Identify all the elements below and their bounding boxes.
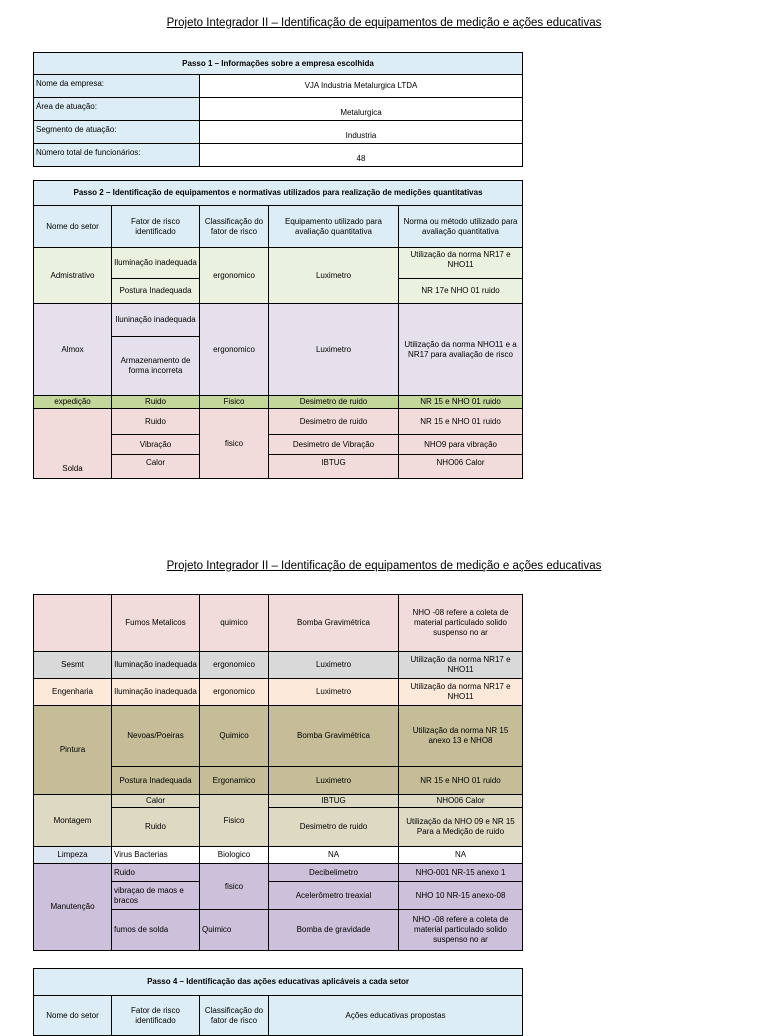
risk-cell: Fumos Metalicos — [112, 595, 200, 652]
norm-cell: NR 17e NHO 01 ruido — [399, 279, 523, 304]
norm-cell: NHO9 para vibração — [399, 435, 523, 455]
norm-cell: NHO 10 NR-15 anexo-08 — [399, 882, 523, 910]
class-cell: fisico — [200, 409, 269, 479]
risk-cell: Ruido — [112, 396, 200, 409]
segment-label: Segmento de atuação: — [34, 121, 200, 144]
sector-cell: Engenharia — [34, 679, 112, 706]
class-cell: Biologico — [200, 847, 269, 864]
col-risk-factor: Fator de risco identificado — [112, 206, 200, 248]
class-cell: Fisico — [200, 396, 269, 409]
equipment-cell: Acelerômetro treaxial — [269, 882, 399, 910]
risk-cell: Postura Inadequada — [112, 279, 200, 304]
equipment-cell: IBTUG — [269, 455, 399, 479]
company-info-table — [33, 52, 523, 167]
risk-cell: fumos de solda — [112, 910, 200, 951]
norm-cell: Utilização da norma NR 15 anexo 13 e NHO8 — [399, 706, 523, 767]
norm-cell: NHO -08 refere a coleta de material particulado solido suspenso no ar — [399, 910, 523, 951]
class-cell: Ergonamico — [200, 767, 269, 795]
table-row — [34, 304, 523, 337]
employees-label: Número total de funcionários: — [34, 144, 200, 167]
class-cell: ergonomico — [200, 248, 269, 304]
sector-cell: Admistrativo — [34, 248, 112, 304]
table-row — [34, 248, 523, 279]
sector-cell: Manutenção — [34, 864, 112, 951]
equipment-table-continued — [33, 594, 523, 951]
table-row — [34, 706, 523, 767]
equipment-cell: NA — [269, 847, 399, 864]
employees-value: 48 — [200, 144, 523, 167]
risk-cell: Ruido — [112, 808, 200, 847]
table-row — [34, 795, 523, 808]
col-actions: Ações educativas propostas — [269, 996, 523, 1036]
norm-cell: Utilização da norma NHO11 e a NR17 para avaliação de risco — [399, 304, 523, 396]
equipment-cell: Desimetro de ruido — [269, 808, 399, 847]
norm-cell: Utilização da NHO 09 e NR 15 Para a Medição de ruido — [399, 808, 523, 847]
risk-cell: Vibração — [112, 435, 200, 455]
class-cell: quimico — [200, 595, 269, 652]
risk-cell: Iluninação inadequada — [112, 304, 200, 337]
table-row — [34, 847, 523, 864]
passo1-header: Passo 1 – Informações sobre a empresa escolhida — [34, 53, 523, 75]
norm-cell: NHO -08 refere a coleta de material particulado solido suspenso no ar — [399, 595, 523, 652]
sector-cell: Pintura — [34, 706, 112, 795]
sector-cell — [34, 595, 112, 652]
risk-cell: Ruido — [112, 409, 200, 435]
norm-cell: NR 15 e NHO 01 ruido — [399, 767, 523, 795]
equipment-cell: Luximetro — [269, 652, 399, 679]
risk-cell: Armazenamento de forma incorreta — [112, 337, 200, 396]
risk-cell: Calor — [112, 795, 200, 808]
sector-cell: Limpeza — [34, 847, 112, 864]
risk-cell: Iluminação inadequada — [112, 679, 200, 706]
equipment-cell: Luximetro — [269, 767, 399, 795]
equipment-cell: Luximetro — [269, 679, 399, 706]
equipment-cell: Luximetro — [269, 248, 399, 304]
page-title-2: Projeto Integrador II – Identificação de equipamentos de medição e ações educativas — [166, 560, 602, 572]
class-cell: Fisico — [200, 795, 269, 847]
segment-value: Industria — [200, 121, 523, 144]
equipment-cell: Desimetro de ruido — [269, 396, 399, 409]
col-sector: Nome do setor — [34, 996, 112, 1036]
table-row — [34, 409, 523, 435]
passo2-header: Passo 2 – Identificação de equipamentos e normativas utilizados para realização de medições quantitativas — [34, 181, 523, 206]
norm-cell: NHO06 Calor — [399, 795, 523, 808]
class-cell: ergonomico — [200, 304, 269, 396]
equipment-cell: Bomba Gravimétrica — [269, 595, 399, 652]
class-cell: ergonomico — [200, 679, 269, 706]
sector-cell: Montagem — [34, 795, 112, 847]
equipment-cell: Bomba Gravimétrica — [269, 706, 399, 767]
risk-cell: Virus Bacterias — [112, 847, 200, 864]
norm-cell: NHO-001 NR-15 anexo 1 — [399, 864, 523, 882]
table-row — [34, 864, 523, 882]
col-norm: Norma ou método utilizado para avaliação quantitativa — [399, 206, 523, 248]
equipment-cell: IBTUG — [269, 795, 399, 808]
risk-cell: Calor — [112, 455, 200, 479]
sector-cell: Solda — [34, 409, 112, 479]
norm-cell: Utilização da norma NR17 e NHO11 — [399, 679, 523, 706]
equipment-cell: Decibelimetro — [269, 864, 399, 882]
passo4-header: Passo 4 – Identificação das ações educativas aplicáveis a cada setor — [34, 969, 523, 996]
col-risk-factor: Fator de risco identificado — [112, 996, 200, 1036]
equipment-table — [33, 180, 523, 479]
company-name-label: Nome da empresa: — [34, 75, 200, 98]
table-row — [34, 679, 523, 706]
page-break-mask — [30, 486, 530, 490]
risk-cell: Iluminação inadequada — [112, 248, 200, 279]
table-row — [34, 595, 523, 652]
risk-cell: vibraçao de maos e bracos — [112, 882, 200, 910]
col-sector: Nome do setor — [34, 206, 112, 248]
norm-cell: Utilização da norma NR17 e NHO11 — [399, 652, 523, 679]
col-classification: Classificação do fator de risco — [200, 206, 269, 248]
norm-cell: NR 15 e NHO 01 ruido — [399, 396, 523, 409]
sector-cell: Sesmt — [34, 652, 112, 679]
risk-cell: Iluminação inadequada — [112, 652, 200, 679]
col-equipment: Equipamento utilizado para avaliação quantitativa — [269, 206, 399, 248]
norm-cell: NHO06 Calor — [399, 455, 523, 479]
class-cell: fisico — [200, 864, 269, 910]
norm-cell: NA — [399, 847, 523, 864]
educational-actions-table — [33, 968, 523, 1036]
area-label: Área de atuação: — [34, 98, 200, 121]
company-name-value: VJA Industria Metalurgica LTDA — [200, 75, 523, 98]
equipment-cell: Luximetro — [269, 304, 399, 396]
area-value: Metalurgica — [200, 98, 523, 121]
class-cell: Quimico — [200, 706, 269, 767]
equipment-cell: Bomba de gravidade — [269, 910, 399, 951]
norm-cell: Utilização da norma NR17 e NHO11 — [399, 248, 523, 279]
class-cell: ergonomico — [200, 652, 269, 679]
page-title: Projeto Integrador II – Identificação de equipamentos de medição e ações educativas — [166, 17, 602, 29]
sector-cell: expedição — [34, 396, 112, 409]
table-row — [34, 396, 523, 409]
class-cell: Quimico — [200, 910, 269, 951]
equipment-cell: Desimetro de Vibração — [269, 435, 399, 455]
risk-cell: Nevoas/Poeiras — [112, 706, 200, 767]
table-row — [34, 652, 523, 679]
col-classification: Classificação do fator de risco — [200, 996, 269, 1036]
equipment-cell: Desimetro de ruido — [269, 409, 399, 435]
norm-cell: NR 15 e NHO 01 ruido — [399, 409, 523, 435]
sector-cell: Almox — [34, 304, 112, 396]
risk-cell: Ruido — [112, 864, 200, 882]
risk-cell: Postura Inadequada — [112, 767, 200, 795]
